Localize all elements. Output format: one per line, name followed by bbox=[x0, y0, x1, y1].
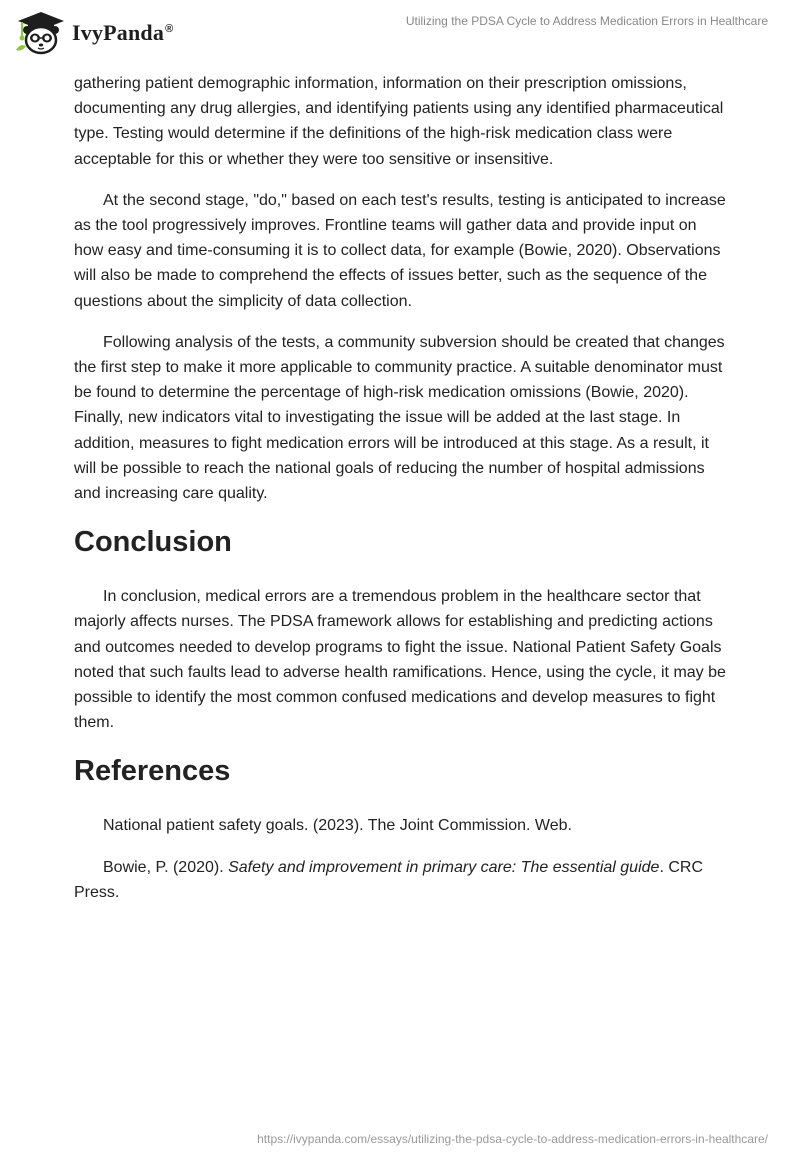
page-header bbox=[0, 0, 800, 64]
source-url[interactable]: https://ivypanda.com/essays/utilizing-the-pdsa-cycle-to-address-medication-errors-in-healthcare/ bbox=[257, 1132, 768, 1146]
reference-item bbox=[74, 855, 728, 905]
ivypanda-logo[interactable] bbox=[14, 10, 173, 56]
paragraph-do-stage: At the second stage, "do," based on each test's results, testing is anticipated to increase as the tool progressively improves. Frontline teams will gather data and provide input on how easy and time-consuming it is to collect data, for example (Bowie, 2020). Observations will also be made to comprehend the effects of issues better, such as the sequence of the questions about the simplicity of data collection. bbox=[74, 191, 726, 310]
reference-item: National patient safety goals. (2023). The Joint Commission. Web. bbox=[103, 817, 572, 835]
reference-publisher: . CRC Press. bbox=[74, 858, 703, 901]
conclusion-heading: Conclusion bbox=[74, 526, 232, 559]
brand-name: IvyPanda® bbox=[72, 20, 174, 45]
panda-graduate-icon bbox=[14, 10, 68, 56]
paragraph-analysis: Following analysis of the tests, a community subversion should be created that changes the first step to make it more applicable to community practice. A suitable denominator must be found to determine the percentage of high-risk medication omissions (Bowie, 2020). Finally, new indicators vital to investigating the issue will be added at the last stage. In addition, measures to fight medication errors will be introduced at this stage. As a result, it will be possible to reach the national goals of reducing the number of hospital admissions and increasing care quality. bbox=[74, 333, 725, 503]
reference-title: Safety and improvement in primary care: The essential guide bbox=[228, 858, 660, 876]
document-title: Utilizing the PDSA Cycle to Address Medication Errors in Healthcare bbox=[405, 14, 768, 28]
paragraph-continuation: gathering patient demographic information, information on their prescription omissions, documenting any drug allergies, and identifying patients using any identified pharmaceutical type. Testing would determine if the definitions of the high-risk medication class were acceptable for this or whether they were too sensitive or insensitive. bbox=[74, 75, 724, 168]
conclusion-paragraph: In conclusion, medical errors are a tremendous problem in the healthcare sector that majorly affects nurses. The PDSA framework allows for establishing and predicting actions and outcomes needed to develop programs to fight the issue. National Patient Safety Goals noted that such faults lead to adverse health ramifications. Hence, using the cycle, it may be possible to identify the most common confused medications and develop measures to fight them. bbox=[74, 588, 726, 732]
essay-content bbox=[74, 71, 728, 921]
reference-author: Bowie, P. (2020). bbox=[103, 858, 229, 876]
references-heading: References bbox=[74, 755, 231, 788]
